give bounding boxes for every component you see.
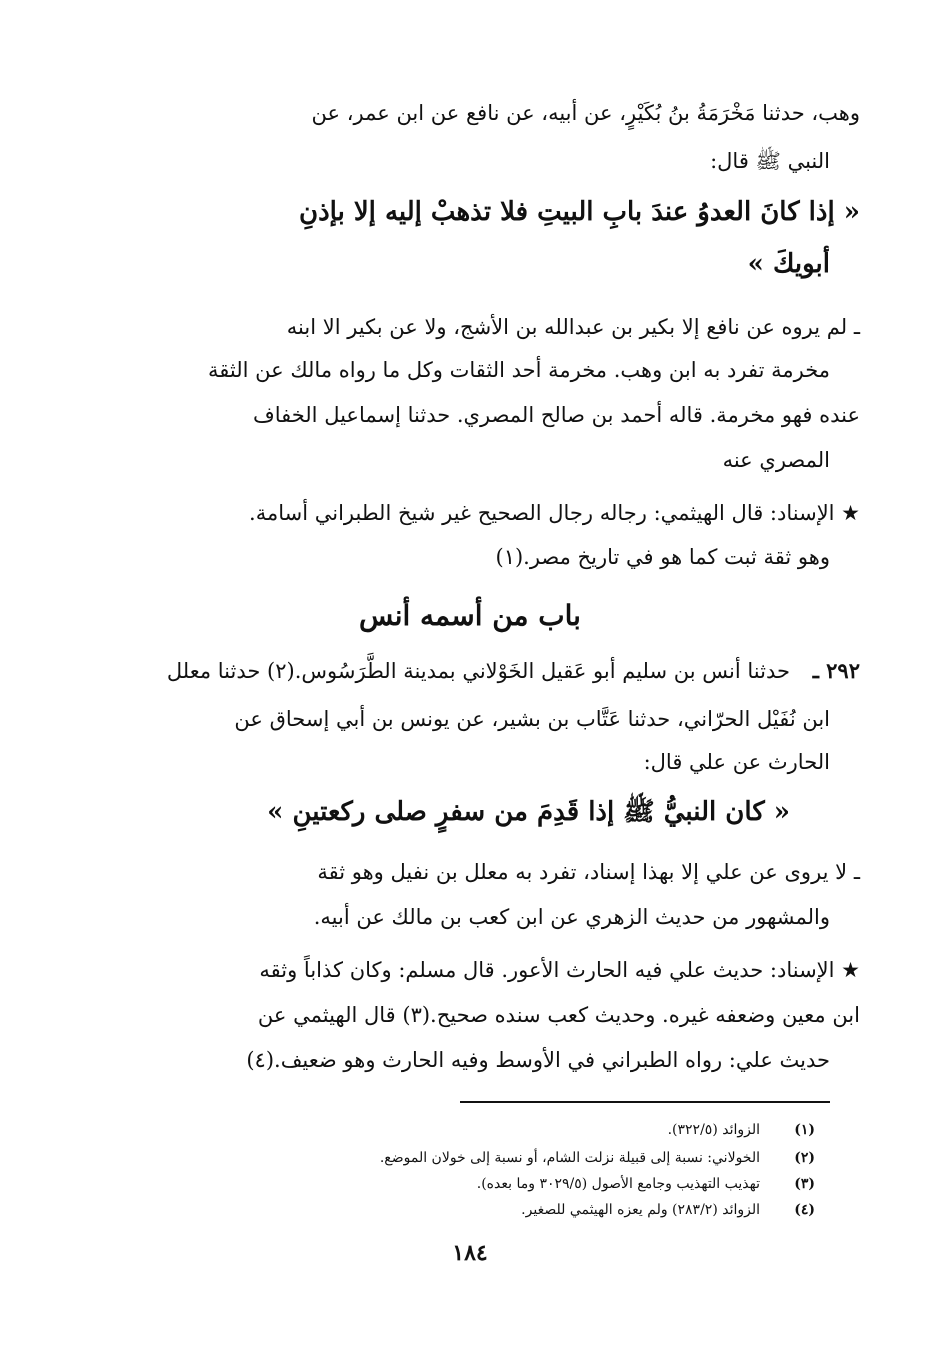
isnad-line: ★ الإسناد: قال الهيثمي: رجاله رجال الصحيح غير شيخ الطبراني أسامة.: [249, 501, 860, 525]
isnad-line: ابن معين وضعفه غيره. وحديث كعب سنده صحيح.(٣) قال الهيثمي عن: [257, 1003, 860, 1027]
commentary-line: المصري عنه: [722, 448, 830, 472]
text-line: وهب، حدثنا مَخْرَمَةُ بنُ بُكَيْرٍ، عن أبيه، عن نافع عن ابن عمر، عن: [311, 101, 860, 125]
footnote-text: الخولاني: نسبة إلى قبيلة نزلت الشام، أو نسبة إلى خولان الموضع.: [379, 1150, 760, 1166]
footnote-text: تهذيب التهذيب وجامع الأصول (٣٠٢٩/٥ وما بعده).: [476, 1176, 760, 1192]
hadith-text: « كان النبيُّ ﷺ إذا قَدِمَ من سفرٍ صلى ركعتينِ »: [267, 797, 790, 827]
isnad-line: ★ الإسناد: حديث علي فيه الحارث الأعور. قال مسلم: وكان كذاباً وثقه: [259, 958, 860, 982]
footnote-text: الزوائد (٣٢٢/٥).: [667, 1122, 760, 1138]
hadith-number: ٢٩٢ ـ: [812, 658, 860, 683]
footnote: [255, 1174, 815, 1194]
footnote: [255, 1148, 815, 1168]
text-line: الحارث عن علي قال:: [643, 750, 830, 774]
text-line: حدثنا أنس بن سليم أبو عَقيل الخَوْلاني بمدينة الطَّرَسُوس.(٢) حدثنا معلل: [166, 659, 790, 683]
hadith-text: « إذا كانَ العدوُ عندَ بابِ البيتِ فلا تذهبْ إليه إلا بإذنِ: [298, 197, 860, 227]
footnote-number: (١): [794, 1122, 815, 1138]
commentary-line: ـ لا يروى عن علي إلا بهذا إسناد، تفرد به معلل بن نفيل وهو ثقة: [317, 860, 860, 884]
footnote: [255, 1200, 815, 1220]
text-line: ابن نُفَيْل الحرّاني، حدثنا عَتَّاب بن بشير، عن يونس بن أبي إسحاق عن: [234, 707, 830, 731]
text-line: النبي ﷺ قال:: [710, 149, 830, 173]
commentary-line: عنده فهو مخرمة. قاله أحمد بن صالح المصري. حدثنا إسماعيل الخفاف: [252, 403, 860, 427]
page-number: ١٨٤: [452, 1240, 488, 1266]
footnote: [255, 1120, 815, 1140]
footnote-number: (٣): [794, 1176, 815, 1192]
isnad-line: حديث علي: رواه الطبراني في الأوسط وفيه الحارث وهو ضعيف.(٤): [246, 1048, 830, 1072]
isnad-line: وهو ثقة ثبت كما هو في تاريخ مصر.(١): [495, 545, 830, 569]
section-title: باب من أسمه أنس: [359, 599, 581, 632]
footnote-text: الزوائد (٢٨٣/٢) ولم يعزه الهيثمي للصغير.: [521, 1202, 760, 1218]
hadith-text: أبويكَ »: [747, 249, 830, 279]
footnote-number: (٢): [794, 1150, 815, 1166]
commentary-line: والمشهور من حديث الزهري عن ابن كعب بن مالك عن أبيه.: [313, 905, 830, 929]
footnote-number: (٤): [794, 1202, 815, 1218]
commentary-line: ـ لم يروه عن نافع إلا بكير بن عبدالله بن الأشج، ولا عن بكير الا ابنه: [286, 315, 860, 339]
commentary-line: مخرمة تفرد به ابن وهب. مخرمة أحد الثقات وكل ما رواه مالك عن الثقة: [208, 358, 830, 382]
footnote-separator: [460, 1101, 830, 1103]
